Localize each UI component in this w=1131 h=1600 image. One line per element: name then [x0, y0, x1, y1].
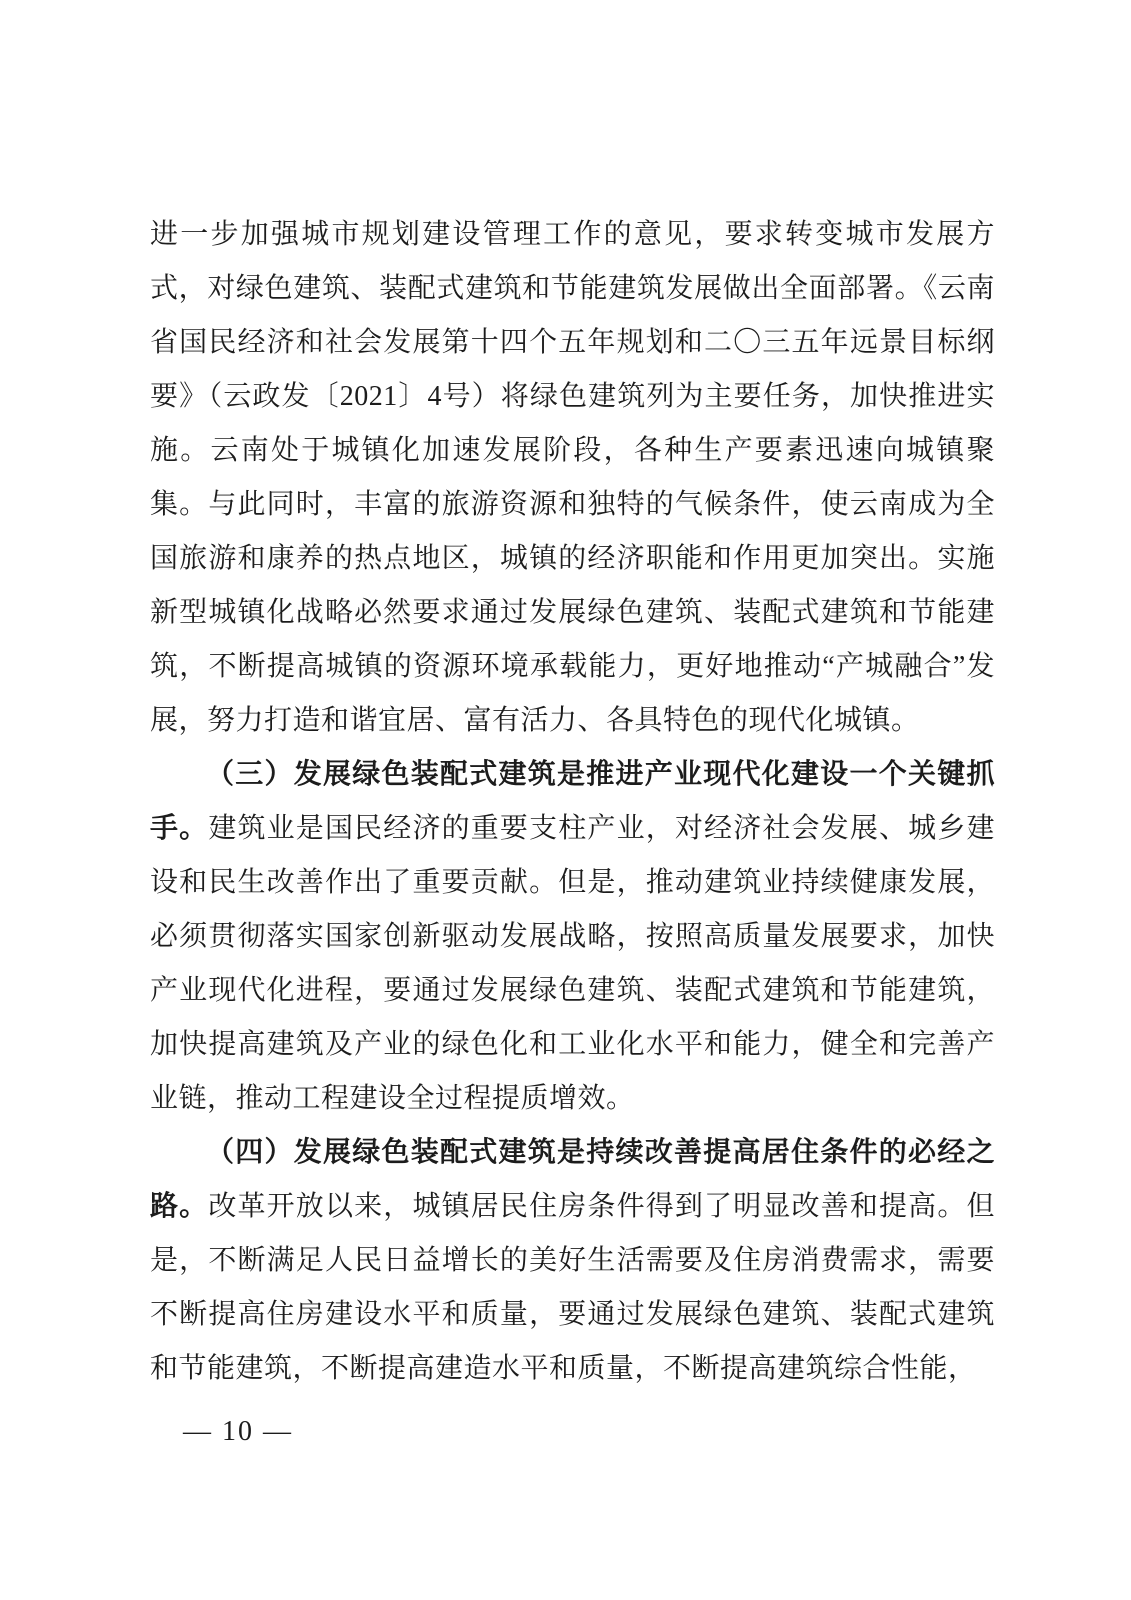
page-number: — 10 —	[183, 1416, 293, 1447]
section-4-heading: （四）发展绿色装配式建筑是持续改善提高居住条件的必经之路。	[150, 1137, 995, 1222]
text-run: 改革开放以来，城镇居民住房条件得到了明显改善和提高。但是，不断满足人民日益增长的美好生活需要及住房消费需求，需要不断提高住房建设水平和质量，要通过发展绿色建筑、装配式建筑和节能建筑，不断提高建造水平和质量，不断提高建筑综合性能，	[150, 1191, 995, 1384]
paragraph-section-3	[150, 748, 995, 1126]
section-3-heading: （三）发展绿色装配式建筑是推进产业现代化建设一个关键抓手。	[150, 759, 995, 844]
text-run: 进一步加强城市规划建设管理工作的意见，要求转变城市发展方式，对绿色建筑、装配式建筑和节能建筑发展做出全面部署。《云南省国民经济和社会发展第十四个五年规划和二〇三五年远景目标纲要》（云政发〔2021〕4号）将绿色建筑列为主要任务，加快推进实施。云南处于城镇化加速发展阶段，各种生产要素迅速向城镇聚集。与此同时，丰富的旅游资源和独特的气候条件，使云南成为全国旅游和康养的热点地区，城镇的经济职能和作用更加突出。实施新型城镇化战略必然要求通过发展绿色建筑、装配式建筑和节能建筑，不断提高城镇的资源环境承载能力，更好地推动“产城融合”发展，努力打造和谐宜居、富有活力、各具特色的现代化城镇。	[150, 219, 995, 736]
paragraph-continuation	[150, 208, 995, 748]
text-run: 建筑业是国民经济的重要支柱产业，对经济社会发展、城乡建设和民生改善作出了重要贡献。但是，推动建筑业持续健康发展，必须贯彻落实国家创新驱动发展战略，按照高质量发展要求，加快产业现代化进程，要通过发展绿色建筑、装配式建筑和节能建筑，加快提高建筑及产业的绿色化和工业化水平和能力，健全和完善产业链，推动工程建设全过程提质增效。	[150, 813, 995, 1114]
body-text	[150, 208, 995, 1396]
paragraph-section-4	[150, 1126, 995, 1396]
page-footer	[183, 1410, 293, 1454]
